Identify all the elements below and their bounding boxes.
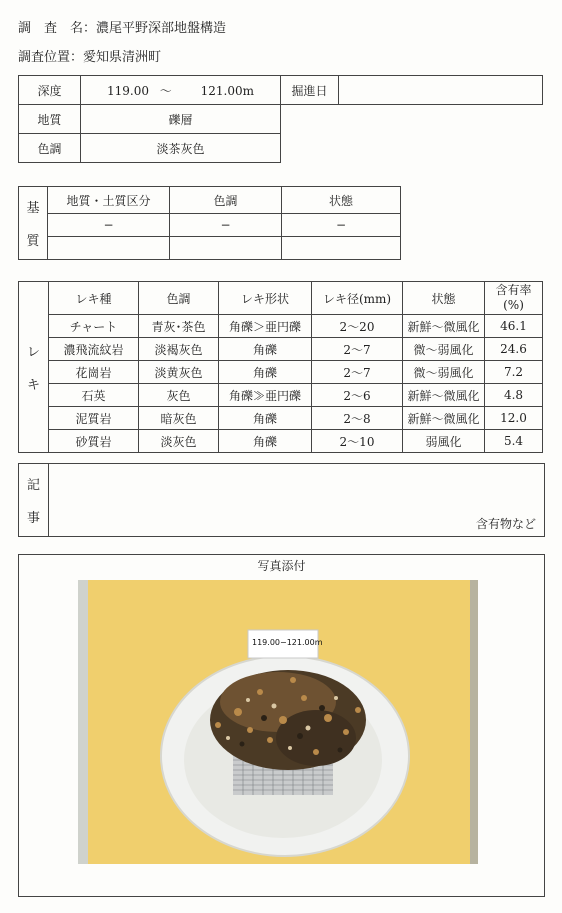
color-value: 淡茶灰色 bbox=[81, 134, 281, 163]
sample-photo bbox=[78, 580, 478, 864]
notes-side bbox=[19, 464, 49, 536]
table-row: 泥質岩 暗灰色 角礫 2〜8 新鮮〜微風化 12.0 bbox=[19, 407, 543, 430]
info-table bbox=[18, 75, 543, 163]
survey-name: 濃尾平野深部地盤構造 bbox=[96, 21, 227, 36]
gravel-header-type: レキ種 bbox=[49, 282, 139, 315]
gravel-header-state: 状態 bbox=[403, 282, 485, 315]
survey-name-label: 調 査 名： bbox=[18, 21, 97, 36]
table-row: 砂質岩 淡灰色 角礫 2〜10 弱風化 5.4 bbox=[19, 430, 543, 453]
gravel-side-label bbox=[19, 282, 49, 453]
matrix-side-label bbox=[19, 187, 48, 260]
photo-title: 写真添付 bbox=[257, 559, 306, 573]
gravel-table bbox=[18, 281, 543, 453]
matrix-header-color: 色調 bbox=[170, 187, 282, 214]
table-row: 花崗岩 淡黄灰色 角礫 2〜7 微〜弱風化 7.2 bbox=[19, 361, 543, 384]
gravel-side-1: レ bbox=[26, 345, 40, 360]
matrix-header-state: 状態 bbox=[282, 187, 401, 214]
gravel-header-size: レキ径(mm) bbox=[312, 282, 403, 315]
sample-label-text: 119.00−121.00m bbox=[252, 638, 323, 647]
geology-label: 地質 bbox=[19, 105, 81, 134]
sample-photo-image bbox=[78, 580, 478, 864]
notes-content: 含有物など bbox=[475, 517, 536, 531]
survey-name-line bbox=[18, 17, 226, 36]
gravel-pile bbox=[210, 670, 366, 770]
notes-side-1: 記 bbox=[26, 478, 40, 493]
location-label: 調査位置： bbox=[18, 50, 84, 65]
gravel-side-2: キ bbox=[26, 378, 40, 393]
depth-separator: 〜 bbox=[159, 83, 172, 98]
table-row: 石英 灰色 角礫≫亜円礫 2〜6 新鮮〜微風化 4.8 bbox=[19, 384, 543, 407]
notes-box bbox=[18, 463, 545, 537]
table-row: チャート 青灰･茶色 角礫＞亜円礫 2〜20 新鮮〜微風化 46.1 bbox=[19, 315, 543, 338]
table-row: 濃飛流紋岩 淡褐灰色 角礫 2〜7 微〜弱風化 24.6 bbox=[19, 338, 543, 361]
date-label: 掘進日 bbox=[281, 76, 339, 105]
date-value bbox=[339, 76, 543, 105]
matrix-side-2: 質 bbox=[26, 234, 40, 249]
table-row bbox=[19, 237, 401, 260]
depth-to: 121.00m bbox=[200, 83, 255, 98]
depth-from: 119.00 bbox=[106, 83, 149, 98]
gravel-header-shape: レキ形状 bbox=[219, 282, 312, 315]
gravel-header-content: 含有率 (%) bbox=[485, 282, 543, 315]
color-label: 色調 bbox=[19, 134, 81, 163]
depth-label: 深度 bbox=[19, 76, 81, 105]
table-row: − − − bbox=[19, 214, 401, 237]
location-line bbox=[18, 46, 161, 65]
location: 愛知県清洲町 bbox=[83, 50, 162, 65]
matrix-header-geology: 地質・土質区分 bbox=[48, 187, 170, 214]
matrix-table bbox=[18, 186, 401, 260]
matrix-side-1: 基 bbox=[26, 201, 40, 216]
geology-value: 礫層 bbox=[81, 105, 281, 134]
depth-value bbox=[81, 76, 281, 105]
notes-side-2: 事 bbox=[26, 511, 40, 526]
gravel-header-color: 色調 bbox=[139, 282, 219, 315]
